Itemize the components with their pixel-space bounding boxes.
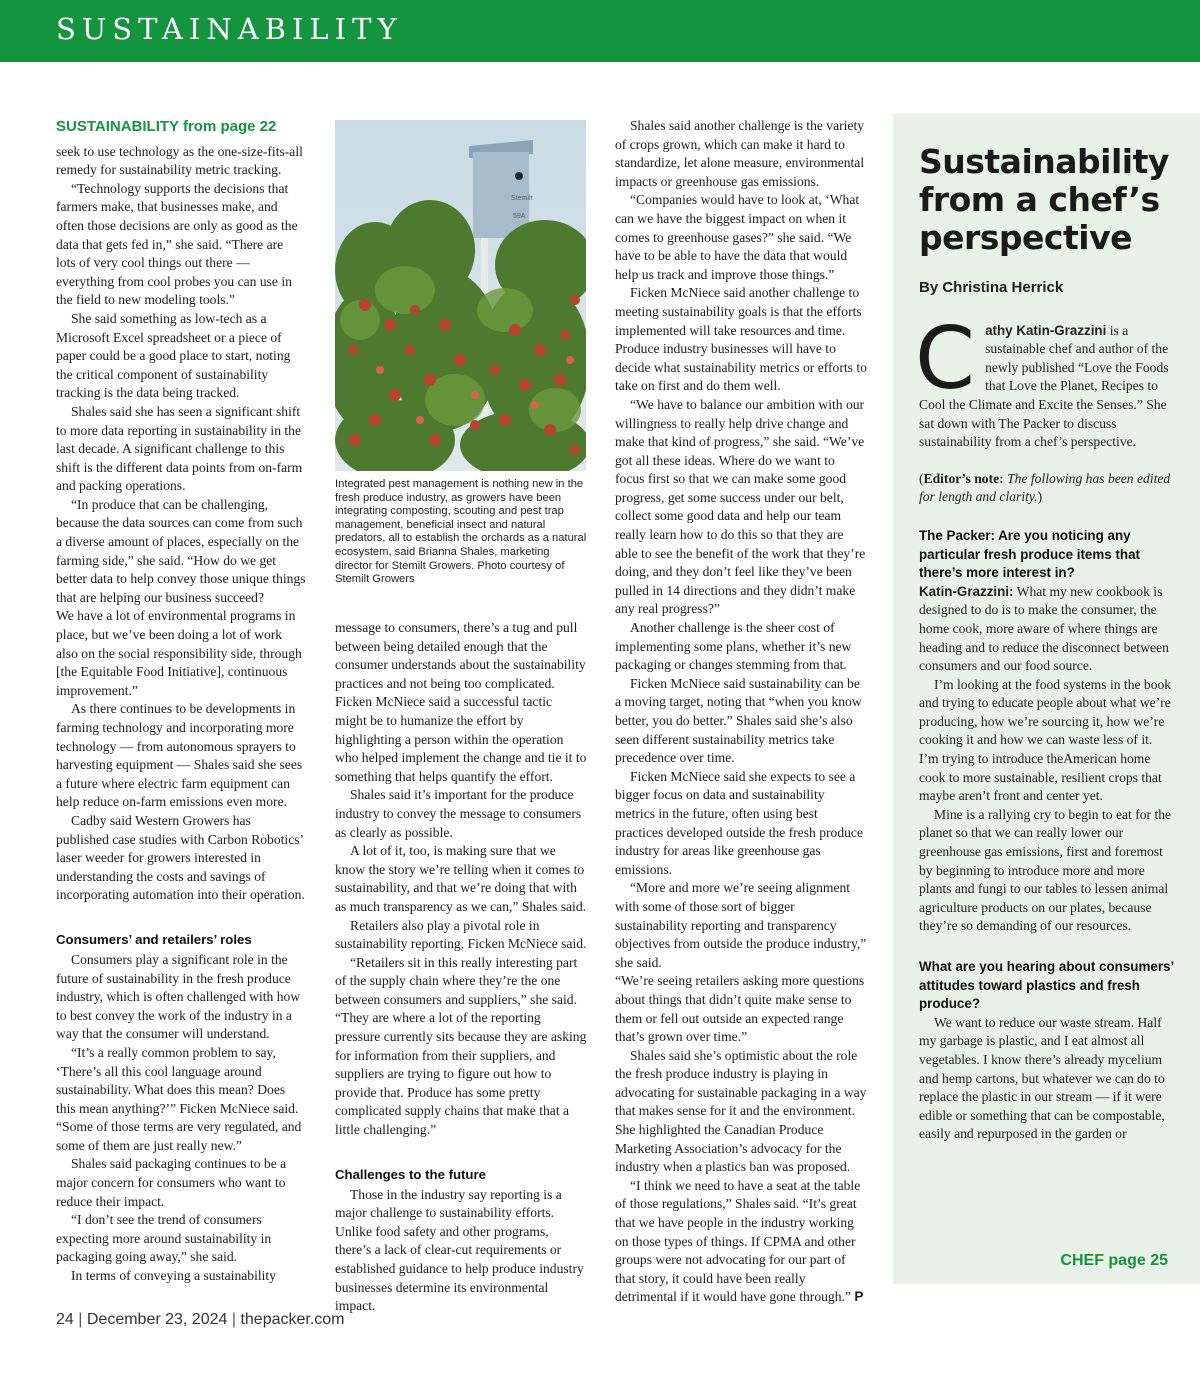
end-mark: P <box>854 1289 864 1305</box>
answer-2: We want to reduce our waste stream. Half my garbage is plastic, and I eat almost all vegetables. I know there’s already mycelium and hemp cartons, but whatever we can do to replace the plastic in our stream — if it were edible or something that can be compostable, easily and repurposed in the garden or <box>919 1014 1165 1142</box>
page-number: 24 <box>56 1311 74 1328</box>
byline: By Christina Herrick <box>919 279 1064 296</box>
paragraph: “We’re seeing retailers asking more questions about things that didn’t quite make sense to them or fell out outside an expected range that’s grown over time.” <box>615 973 865 1045</box>
paragraph: She said something as low-tech as a Microsoft Excel spreadsheet or a piece of paper could be a good place to start, noting the critical component of sustainability tracking is the data being tracked. <box>56 310 291 401</box>
paragraph: We have a lot of environmental programs in place, but we’ve been doing a lot of work also on the social responsibility side, through [the Equitable Food Initiative], continuous improvement.” <box>56 608 302 698</box>
paragraph: “Companies would have to look at, ‘What can we have the biggest impact on when it comes to greenhouse gases?” she said. “We have to be able to have the data that would help us track and improve those things.” <box>615 192 860 282</box>
paragraph: Mine is a rallying cry to begin to eat for the planet so that we can really lower our greenhouse gas emissions, first and foremost by beginning to introduce more and more plants and fungi to our tables to lessen animal agriculture products on our plates, because they’re so demanding of our resources. <box>919 806 1172 934</box>
answer-text: What my new cookbook is designed to do is to make the consumer, the home cook, more aware of where things are heading and to reduce the disconnect between consumers and our food source. <box>919 583 1169 674</box>
paragraph: I’m looking at the food systems in the book and trying to educate people about what we’re producing, how we’re sourcing it, how we’re cooking it and how we can waste less of it. I’m trying to introduce theAmerican home cook to more sustainable, resilient crops that maybe aren’t front and center yet. <box>919 676 1172 804</box>
paragraph: “We have to balance our ambition with our willingness to really help drive change and make that kind of progress,” she said. “We’ve got all these ideas. Where do we want to focus first so that we can make some good progress, get some success under our belt, collect some good data and help our team really learn how to do this so that they are able to see the benefit of the work that they’re doing, and they don’t feel like they’ve been pulled in 14 directions and they didn’t make any real progress?” <box>615 396 866 617</box>
photo-caption: Integrated pest management is nothing new in the fresh produce industry, as growers have been integrating composting, scouting and pest trap management, beneficial insect and natural predators, all to establish the orchards as a natural ecosystem, said Brianna Shales, marketing director for Stemilt Growers. Photo courtesy of Stemilt Growers <box>335 478 587 586</box>
jump-from-label: SUSTAINABILITY from page 22 <box>56 118 277 135</box>
paragraph: “Technology supports the decisions that farmers make, that businesses make, and often those decisions are only as good as the data that gets fed in,” she said. “There are lots of very cool things out there — everything from cool probes you can use in the field to new modeling tools.” <box>56 180 298 308</box>
paragraph: Shales said she’s optimistic about the role the fresh produce industry is playing in advocating for sustainable packaging in a way that makes sense for it and the environment. She highlighted the Canadian Produce Marketing Association’s advocacy for the industry when a plastics ban was proposed. <box>615 1047 867 1175</box>
footer-separator: | <box>78 1311 87 1328</box>
article-column-1 <box>56 118 306 1286</box>
editor-note: (Editor’s note: The following has been edited for length and clarity.) <box>919 470 1171 505</box>
paragraph: “Some of those terms are very regulated, and some of them are just really new.” <box>56 1119 302 1153</box>
subheading-challenges: Challenges to the future <box>335 1166 486 1182</box>
paragraph: Shales said it’s important for the produce industry to convey the message to consumers as clearly as possible. <box>335 787 582 840</box>
paragraph: Ficken McNiece said she expects to see a bigger focus on data and sustainability metrics in the future, often using best practices developed outside the fresh produce industry for areas like greenhouse gas emissions. <box>615 768 863 877</box>
paragraph-text: “I think we need to have a seat at the table of those regulations,” Shales said. “It’s great that we have people in the industry working on those types of things. If CPMA and other groups were not advocating for our part of that story, it could have been really detrimental if it would have gone through.” <box>615 1177 861 1305</box>
chef-sidebar <box>893 113 1200 1284</box>
paragraph: As there continues to be developments in farming technology and incorporating more technology — from autonomous sprayers to harvesting equipment — Shales said she sees a future where electric farm equipment can help reduce on-farm emissions even more. <box>56 701 303 810</box>
orchard-illustration <box>335 120 586 471</box>
paragraph: Another challenge is the sheer cost of implementing some plans, whether it’s new packaging or changes stemming from that. <box>615 620 852 673</box>
footer-separator: | <box>231 1311 241 1328</box>
paragraph: message to consumers, there’s a tug and pull between being detailed enough that the consumer understands about the sustainability practices and not being too complicated. <box>335 620 586 691</box>
question-1: The Packer: Are you noticing any particular fresh produce items that there’s more interest in? <box>919 527 1140 581</box>
paragraph: A lot of it, too, is making sure that we know the story we’re telling when it comes to sustainability, and that we’re doing that with as much transparency as we can,” Shales said. <box>335 843 587 914</box>
page-footer <box>56 1311 345 1329</box>
website-link[interactable]: thepacker.com <box>240 1311 345 1328</box>
interviewee-name: athy Katin-Grazzini <box>985 322 1107 338</box>
paragraph: Shales said she has seen a significant shift to more data reporting in sustainability in the last decade. A significant challenge to this shift is the different data points from on-farm and packing operations. <box>56 403 303 494</box>
article-column-3 <box>615 117 867 1307</box>
paragraph: Ficken McNiece said sustainability can be a moving target, noting that “when you know better, you do better.” Shales said she’s also seen different sustainability metrics take precedence over time. <box>615 675 862 766</box>
section-banner <box>0 0 1200 62</box>
article-column-2 <box>335 619 587 1316</box>
paragraph: “More and more we’re seeing alignment with some of those sort of bigger sustainability reporting and transparency objectives from outside the produce industry,” she said. <box>615 880 867 970</box>
sidebar-content <box>915 142 1175 1144</box>
paragraph: seek to use technology as the one-size-fits-all remedy for sustainability metric tracking. <box>56 143 303 178</box>
paragraph: Shales said packaging continues to be a major concern for consumers who want to reduce their impact. <box>56 1156 287 1209</box>
orchard-photo <box>335 120 586 471</box>
birdhouse-label: Stemilt <box>511 195 533 202</box>
paragraph: Retailers also play a pivotal role in sustainability reporting, Ficken McNiece said. <box>335 917 587 952</box>
paragraph: “It’s a really common problem to say, ‘There’s all this cool language around sustainability. What does this mean? Does this mean anything?’” Ficken McNiece said. <box>56 1044 299 1116</box>
paragraph: Ficken McNiece said another challenge to meeting sustainability goals is that the efforts implemented will take resources and time. Produce industry businesses will have to decide what sustainability metrics or efforts to take on first and do them well. <box>615 285 867 394</box>
paragraph: “Retailers sit in this really interesting part of the supply chain where they’re the one between consumers and suppliers,” she said. “They are where a lot of the reporting pressure currently sits because they are asking for information from their suppliers, and suppliers are trying to figure out how to provide that. Produce has some pretty complicated supply chains that make that a little challenging.” <box>335 954 587 1138</box>
paragraph: Ficken McNiece said a successful tactic might be to humanize the effort by highlighting a person within the operation who helped implement the change and tie it to something that helps quantify the effort. <box>335 694 587 784</box>
paragraph: Consumers play a significant role in the future of sustainability in the fresh produce industry, which is often challenged with how to best convey the work of the industry in a way that the consumer will understand. <box>56 951 301 1042</box>
editor-note-label: Editor’s note: <box>923 470 1004 486</box>
editor-note-text: The following has been edited for length and clarity. <box>919 470 1171 505</box>
subheading-consumers: Consumers’ and retailers’ roles <box>56 931 252 947</box>
paragraph: “I don’t see the trend of consumers expecting more around sustainability in packaging going away,” she said. <box>56 1212 272 1265</box>
answer-1 <box>919 583 1175 676</box>
birdhouse-number: 59A <box>513 213 526 220</box>
paragraph: “In produce that can be challenging, because the data sources can come from such a diverse amount of places, especially on the farming side,” she said. “How do we get better data to help convey those unique things that are helping our business succeed? <box>56 496 306 605</box>
drop-cap: C <box>915 308 976 409</box>
answer-name: Katin-Grazzini: <box>919 583 1014 599</box>
question-2: What are you hearing about consumers’ attitudes toward plastics and fresh produce? <box>919 959 1174 1012</box>
intro-paragraph <box>915 308 1175 452</box>
section-title: SUSTAINABILITY <box>56 12 403 46</box>
intro-text: is a sustainable chef and author of the newly published “Love the Foods that Love the Planet, Recipes to Cool the Climate and Excite the Senses.” She sat down with The Packer to discuss sustainability from a chef’s perspective. <box>919 322 1169 450</box>
jump-to-link[interactable]: CHEF page 25 <box>1060 1252 1168 1269</box>
issue-date: December 23, 2024 <box>86 1311 228 1328</box>
sidebar-title: Sustainability from a chef’s perspective <box>919 142 1169 257</box>
paragraph: Those in the industry say reporting is a major challenge to sustainability efforts. Unlike food safety and other programs, there’s a lack of clear-cut requirements or established guidance to help produce industry businesses determine its environmental impact. <box>335 1186 584 1314</box>
paragraph: In terms of conveying a sustainability <box>71 1268 276 1284</box>
paragraph: Cadby said Western Growers has published case studies with Carbon Robotics’ laser weeder for growers interested in understanding the costs and savings of incorporating automation into their operation. <box>56 812 305 903</box>
paragraph: Shales said another challenge is the variety of crops grown, which can make it hard to standardize, let alone measure, environmental impacts or greenhouse gas emissions. <box>615 118 865 189</box>
paragraph <box>615 1177 867 1307</box>
